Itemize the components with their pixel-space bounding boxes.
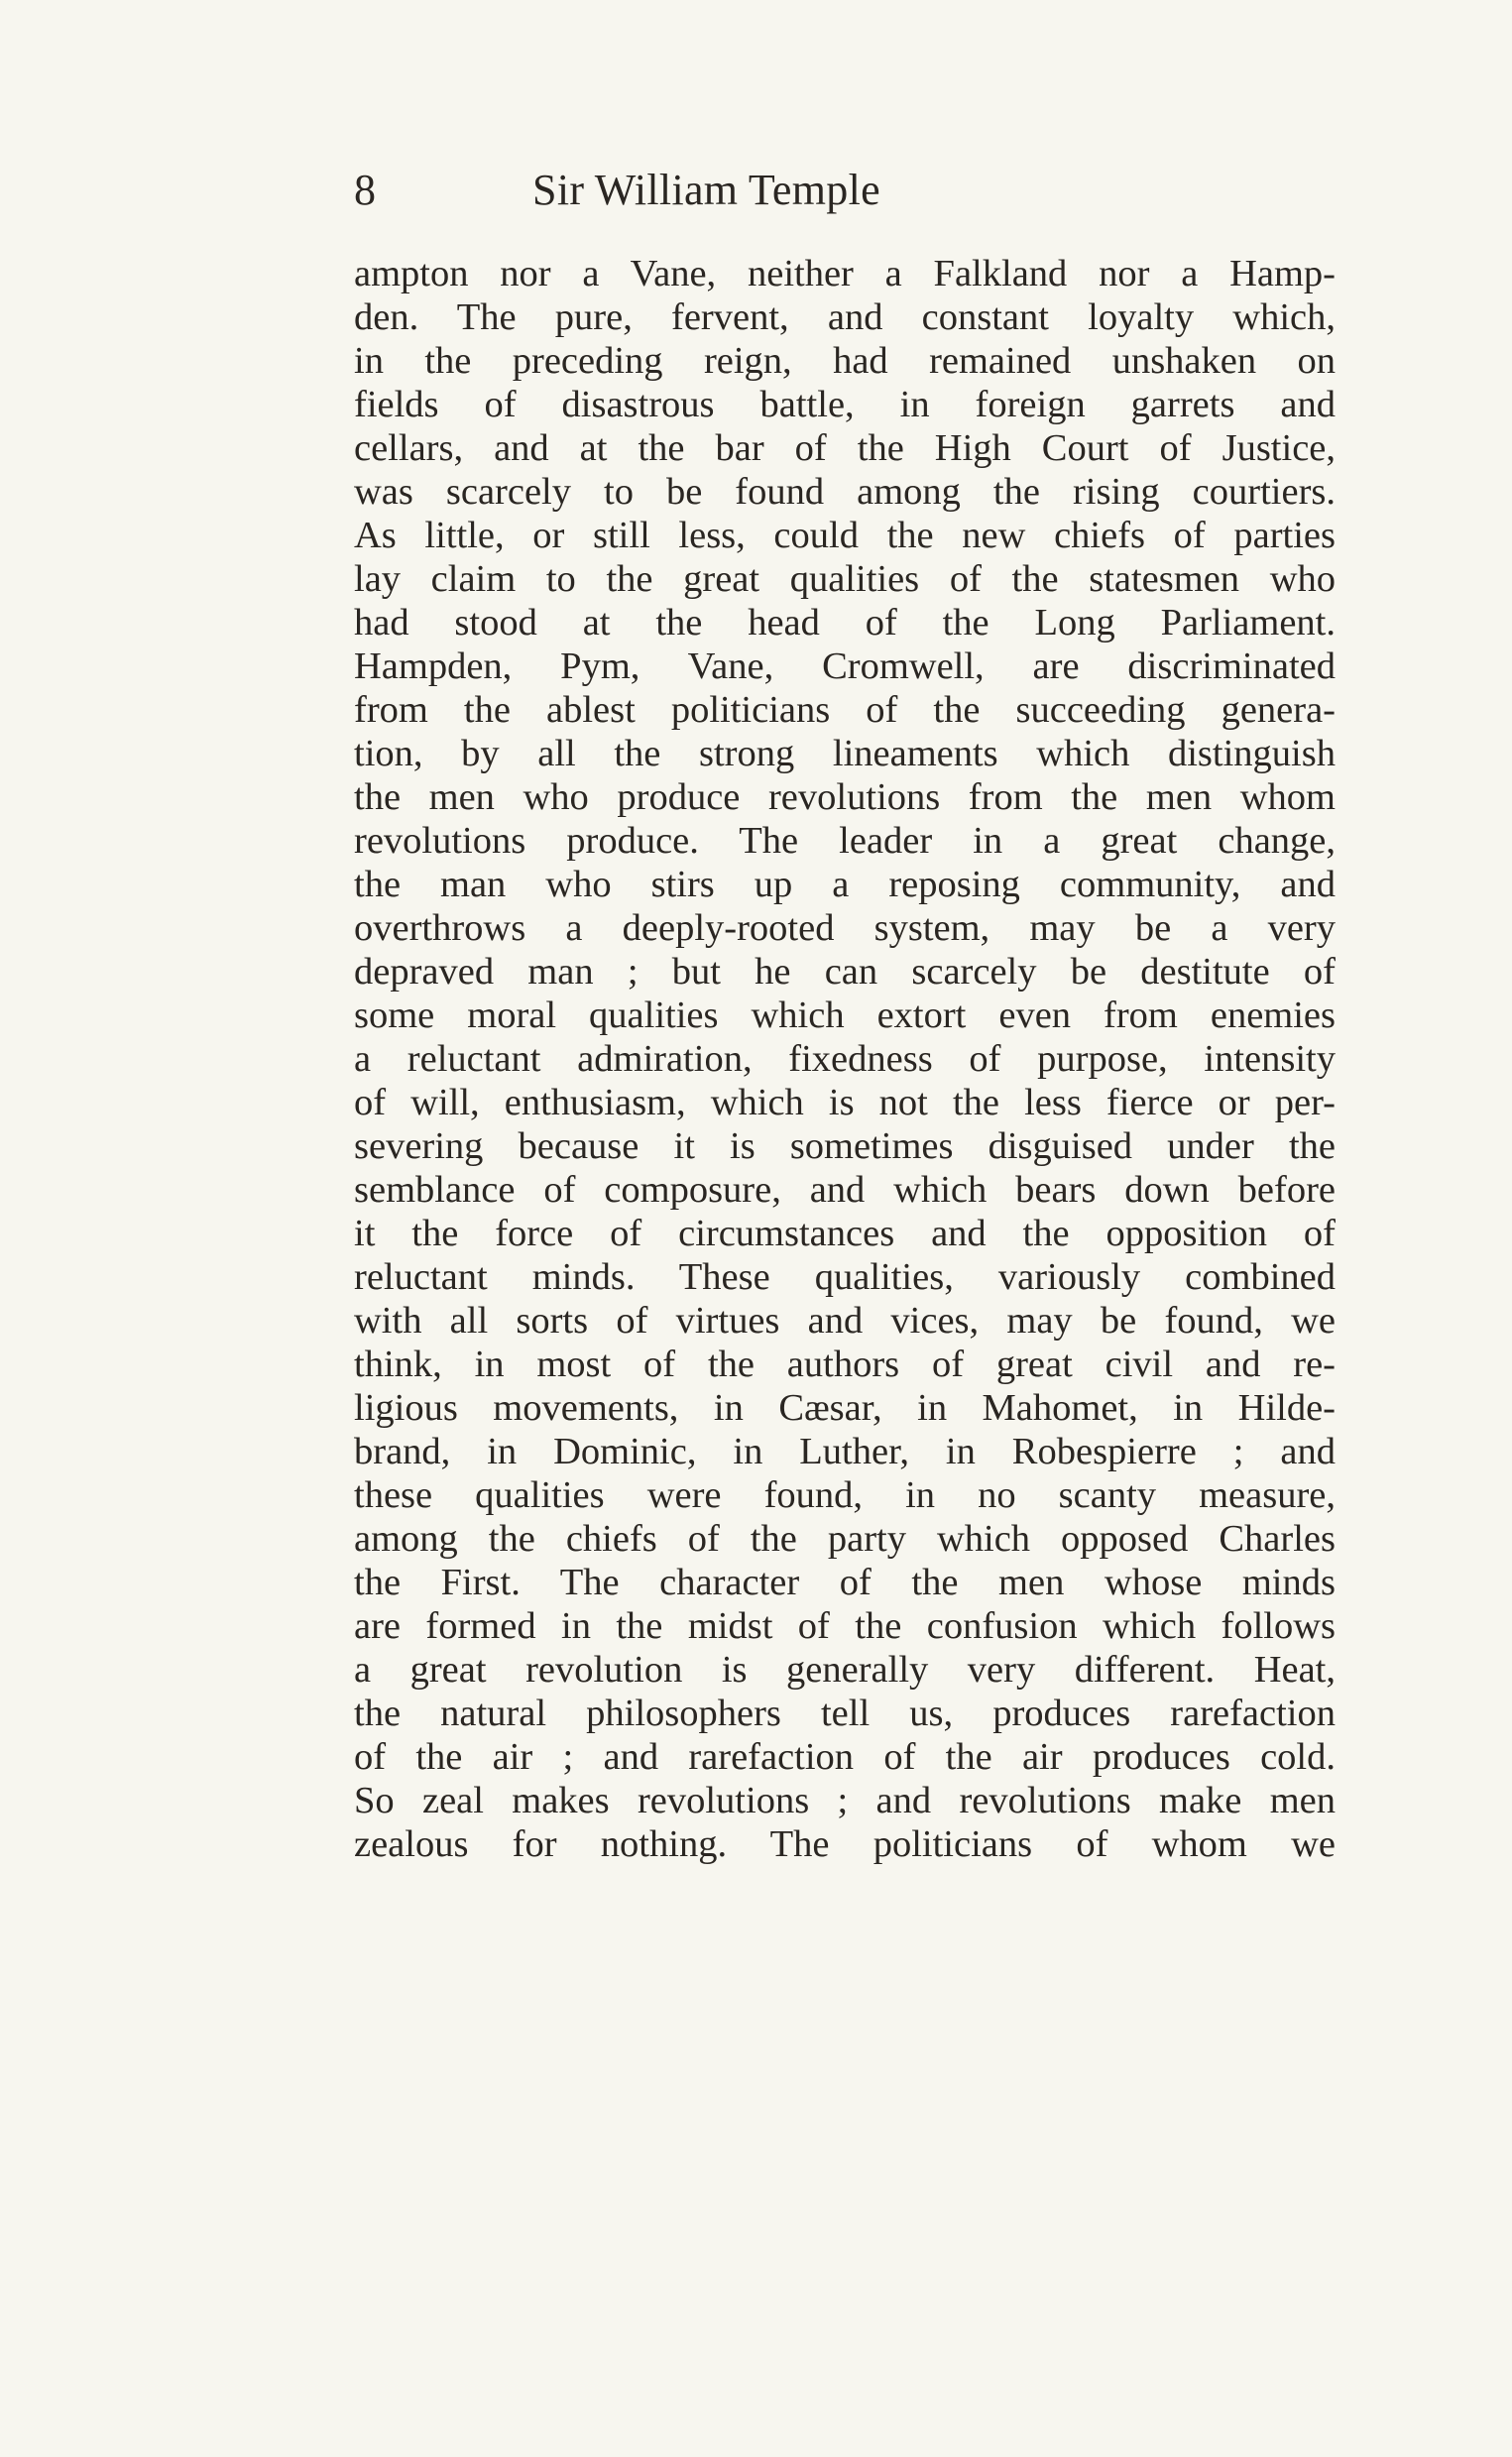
text-line: had stood at the head of the Long Parliament.	[354, 602, 1336, 644]
text-line: in the preceding reign, had remained unshaken on	[354, 340, 1336, 382]
text-line: den. The pure, fervent, and constant loyalty which,	[354, 296, 1336, 338]
text-line: semblance of composure, and which bears down before	[354, 1169, 1336, 1211]
text-line: revolutions produce. The leader in a great change,	[354, 820, 1336, 862]
text-line: ampton nor a Vane, neither a Falkland nor a Hamp-	[354, 253, 1336, 294]
text-line: with all sorts of virtues and vices, may be found, we	[354, 1300, 1336, 1342]
text-line: severing because it is sometimes disguised under the	[354, 1125, 1336, 1167]
text-line: of will, enthusiasm, which is not the less fierce or per-	[354, 1082, 1336, 1123]
page-header	[352, 161, 1334, 220]
page-number: 8	[354, 166, 376, 214]
text-line: among the chiefs of the party which opposed Charles	[354, 1518, 1336, 1560]
text-line: some moral qualities which extort even from enemies	[354, 994, 1336, 1036]
text-line: these qualities were found, in no scanty measure,	[354, 1474, 1336, 1516]
text-line: it the force of circumstances and the opposition of	[354, 1213, 1336, 1254]
text-line: overthrows a deeply-rooted system, may be a very	[354, 907, 1336, 949]
text-line: the man who stirs up a reposing community, and	[354, 864, 1336, 905]
text-line: was scarcely to be found among the rising courtiers.	[354, 471, 1336, 513]
text-line: of the air ; and rarefaction of the air produces cold.	[354, 1736, 1336, 1778]
text-line: the natural philosophers tell us, produces rarefaction	[354, 1693, 1336, 1734]
text-line: So zeal makes revolutions ; and revolutions make men	[354, 1780, 1336, 1821]
text-line: cellars, and at the bar of the High Court of Justice,	[354, 427, 1336, 469]
text-line: a great revolution is generally very different. Heat,	[354, 1649, 1336, 1691]
text-line: brand, in Dominic, in Luther, in Robespierre ; and	[354, 1431, 1336, 1472]
text-line: reluctant minds. These qualities, variously combined	[354, 1256, 1336, 1298]
text-line: As little, or still less, could the new chiefs of parties	[354, 515, 1336, 556]
text-line: from the ablest politicians of the succeeding genera-	[354, 689, 1336, 731]
running-title: Sir William Temple	[532, 166, 880, 214]
text-line: zealous for nothing. The politicians of whom we	[354, 1823, 1336, 1865]
text-line: ligious movements, in Cæsar, in Mahomet, in Hilde-	[354, 1387, 1336, 1429]
text-line: are formed in the midst of the confusion which follows	[354, 1605, 1336, 1647]
text-line: the First. The character of the men whose minds	[354, 1562, 1336, 1603]
text-line: a reluctant admiration, fixedness of purpose, intensity	[354, 1038, 1336, 1080]
text-line: think, in most of the authors of great civil and re-	[354, 1344, 1336, 1385]
body-text	[354, 252, 1336, 1866]
text-line: lay claim to the great qualities of the statesmen who	[354, 558, 1336, 600]
text-line: tion, by all the strong lineaments which distinguish	[354, 733, 1336, 774]
text-line: Hampden, Pym, Vane, Cromwell, are discriminated	[354, 645, 1336, 687]
text-line: the men who produce revolutions from the men whom	[354, 776, 1336, 818]
text-line: depraved man ; but he can scarcely be destitute of	[354, 951, 1336, 993]
text-line: fields of disastrous battle, in foreign garrets and	[354, 384, 1336, 425]
